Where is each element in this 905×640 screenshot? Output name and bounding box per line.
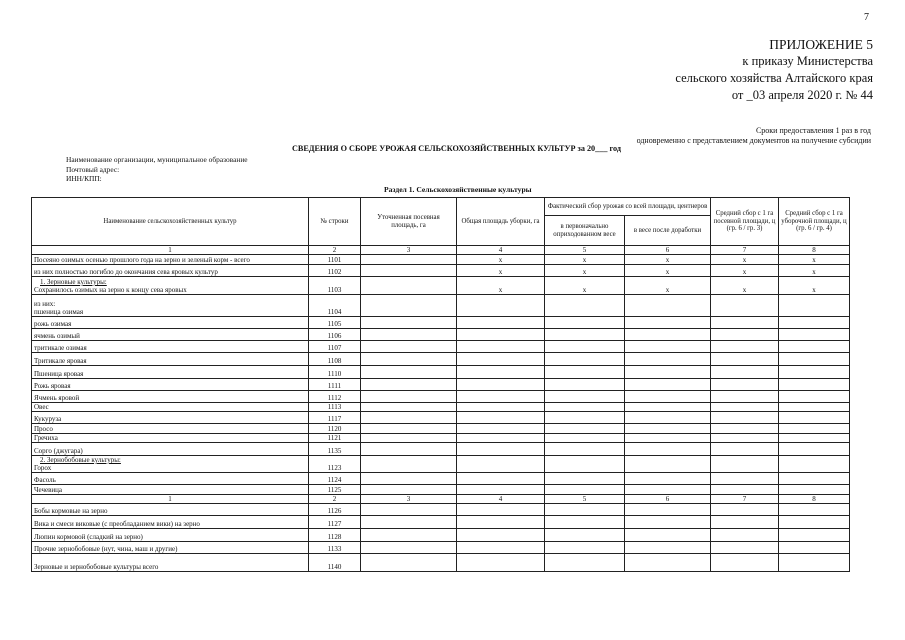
value-cell-c5[interactable] [545,403,625,412]
value-cell-c8[interactable] [779,473,850,485]
value-cell-c4[interactable] [457,456,545,473]
value-cell-c6[interactable]: x [625,277,711,295]
value-cell-c4[interactable] [457,485,545,495]
value-cell-c5[interactable] [545,317,625,329]
value-cell-c4[interactable] [457,366,545,379]
crop-name: Люпин кормовой (сладкий на зерно) [34,533,143,541]
value-cell-c3[interactable] [361,504,457,516]
row-code: 1113 [309,403,361,412]
value-cell-c6[interactable] [625,485,711,495]
row-code: 1124 [309,473,361,485]
value-cell-c4[interactable] [457,317,545,329]
value-cell-c7[interactable] [711,366,779,379]
value-cell-c5[interactable] [545,412,625,424]
value-cell-c3[interactable] [361,329,457,341]
value-cell-c8[interactable]: x [779,277,850,295]
value-cell-c3[interactable] [361,277,457,295]
table-row [32,277,850,295]
value-cell-c3[interactable] [361,412,457,424]
value-cell-c3[interactable] [361,529,457,542]
crop-name: ячмень озимый [34,332,80,340]
value-cell-c7[interactable]: x [711,255,779,265]
value-cell-c4[interactable]: x [457,255,545,265]
value-cell-c7[interactable] [711,434,779,443]
crop-name-cell [32,366,309,379]
value-cell-c7[interactable] [711,529,779,542]
value-cell-c3[interactable] [361,473,457,485]
value-cell-c8[interactable] [779,485,850,495]
crop-name-cell [32,485,309,495]
crop-name-cell [32,403,309,412]
value-cell-c3[interactable] [361,341,457,353]
header-after-processing: в весе после доработки [625,216,711,246]
column-number: 1 [32,246,309,255]
column-number: 7 [711,246,779,255]
value-cell-c6[interactable] [625,366,711,379]
value-cell-c7[interactable] [711,329,779,341]
row-code: 1111 [309,379,361,391]
row-code: 1127 [309,516,361,529]
header-actual-harvest: Фактический сбор урожая со всей площади, центнеров [545,198,711,216]
value-cell-c4[interactable] [457,341,545,353]
column-number: 7 [711,495,779,504]
value-cell-c7[interactable] [711,341,779,353]
table-row [32,424,850,434]
value-cell-c3[interactable] [361,554,457,572]
value-cell-c4[interactable] [457,542,545,554]
crop-name: Ячмень яровой [34,394,80,402]
value-cell-c7[interactable] [711,443,779,456]
row-code: 1117 [309,412,361,424]
crop-name-cell [32,391,309,403]
value-cell-c4[interactable] [457,473,545,485]
table-row [32,341,850,353]
row-code: 1125 [309,485,361,495]
value-cell-c3[interactable] [361,353,457,366]
crop-name: Фасоль [34,476,56,484]
column-numbers-row [32,246,850,255]
crop-name-cell [32,554,309,572]
value-cell-c6[interactable]: x [625,255,711,265]
row-code: 1121 [309,434,361,443]
appendix-header [675,36,873,104]
table-row [32,317,850,329]
value-cell-c3[interactable] [361,366,457,379]
value-cell-c6[interactable] [625,434,711,443]
column-number: 8 [779,246,850,255]
row-code: 1140 [309,554,361,572]
crop-name: Зерновые и зернобобовые культуры всего [34,563,159,571]
value-cell-c4[interactable] [457,554,545,572]
value-cell-c6[interactable] [625,473,711,485]
crop-name: Сорго (джугара) [34,447,83,455]
value-cell-c4[interactable]: x [457,277,545,295]
value-cell-c4[interactable] [457,353,545,366]
value-cell-c6[interactable] [625,329,711,341]
crop-name-cell [32,295,309,317]
value-cell-c8[interactable] [779,529,850,542]
row-code: 1102 [309,265,361,277]
value-cell-c8[interactable] [779,295,850,317]
value-cell-c6[interactable] [625,412,711,424]
value-cell-c8[interactable] [779,412,850,424]
row-code: 1135 [309,443,361,456]
row-code: 1103 [309,277,361,295]
crop-name: Прочие зернобобовые (нут, чина, маш и другие) [34,545,178,553]
crops-harvest-table [31,197,850,572]
column-number: 5 [545,246,625,255]
table-row [32,516,850,529]
row-code: 1128 [309,529,361,542]
crop-name: рожь озимая [34,320,72,328]
header-initial-weight: в первоначально оприходованном весе [545,216,625,246]
table-row [32,434,850,443]
value-cell-c4[interactable] [457,379,545,391]
value-cell-c6[interactable] [625,317,711,329]
crop-name-cell [32,443,309,456]
header-harvest-area: Общая площадь уборки, га [457,198,545,246]
column-number: 3 [361,495,457,504]
value-cell-c7[interactable] [711,317,779,329]
crop-name: Сохранилось озимых на зерно к концу сева яровых [34,286,187,294]
table-row [32,255,850,265]
value-cell-c7[interactable] [711,542,779,554]
value-cell-c5[interactable]: x [545,277,625,295]
value-cell-c5[interactable] [545,434,625,443]
page-number: 7 [864,12,869,23]
value-cell-c8[interactable] [779,329,850,341]
value-cell-c6[interactable] [625,403,711,412]
value-cell-c8[interactable] [779,366,850,379]
value-cell-c3[interactable] [361,542,457,554]
value-cell-c5[interactable] [545,353,625,366]
crop-name-cell [32,473,309,485]
value-cell-c8[interactable] [779,379,850,391]
value-cell-c6[interactable] [625,295,711,317]
value-cell-c8[interactable] [779,403,850,412]
value-cell-c7[interactable] [711,391,779,403]
crop-name-cell [32,529,309,542]
value-cell-c4[interactable] [457,295,545,317]
value-cell-c7[interactable] [711,379,779,391]
value-cell-c8[interactable] [779,391,850,403]
value-cell-c3[interactable] [361,516,457,529]
value-cell-c8[interactable] [779,516,850,529]
row-code: 1123 [309,456,361,473]
value-cell-c5[interactable] [545,424,625,434]
table-row [32,366,850,379]
value-cell-c6[interactable] [625,554,711,572]
value-cell-c4[interactable] [457,516,545,529]
value-cell-c7[interactable] [711,412,779,424]
value-cell-c5[interactable] [545,456,625,473]
table-row [32,529,850,542]
value-cell-c3[interactable] [361,443,457,456]
row-code: 1126 [309,504,361,516]
value-cell-c7[interactable]: x [711,265,779,277]
org-name-label: Наименование организации, муниципальное образование [66,155,248,164]
value-cell-c4[interactable] [457,504,545,516]
table-row [32,403,850,412]
crop-name: Гречиха [34,434,58,442]
table-row [32,504,850,516]
crop-name-cell [32,412,309,424]
value-cell-c8[interactable] [779,424,850,434]
org-info [66,155,248,184]
crop-name-cell [32,504,309,516]
value-cell-c4[interactable] [457,391,545,403]
crop-name: Рожь яровая [34,382,71,390]
value-cell-c6[interactable] [625,341,711,353]
column-number: 3 [361,246,457,255]
crop-name-cell [32,424,309,434]
row-code: 1120 [309,424,361,434]
value-cell-c8[interactable] [779,434,850,443]
crop-name: Бобы кормовые на зерно [34,507,108,515]
value-cell-c5[interactable] [545,329,625,341]
group-heading: 1. Зерновые культуры: [40,278,107,286]
crop-name-cell [32,516,309,529]
value-cell-c4[interactable] [457,329,545,341]
column-number: 5 [545,495,625,504]
column-number: 2 [309,246,361,255]
group-heading: из них: [34,300,56,308]
group-heading: 2. Зернобобовые культуры: [40,456,121,464]
value-cell-c8[interactable] [779,443,850,456]
value-cell-c5[interactable] [545,542,625,554]
value-cell-c3[interactable] [361,434,457,443]
value-cell-c5[interactable] [545,366,625,379]
value-cell-c6[interactable] [625,443,711,456]
value-cell-c4[interactable] [457,443,545,456]
deadline-note [637,126,871,146]
row-code: 1112 [309,391,361,403]
value-cell-c3[interactable] [361,456,457,473]
column-number: 2 [309,495,361,504]
deadline-line-2: одновременно с представлением документов на получение субсидии [636,136,871,145]
value-cell-c7[interactable] [711,485,779,495]
column-number: 4 [457,246,545,255]
value-cell-c5[interactable] [545,295,625,317]
deadline-line-1: Сроки предоставления 1 раз в год [755,126,871,135]
table-row [32,329,850,341]
value-cell-c7[interactable] [711,504,779,516]
crop-name-cell [32,277,309,295]
value-cell-c7[interactable] [711,456,779,473]
value-cell-c7[interactable] [711,353,779,366]
row-code: 1110 [309,366,361,379]
value-cell-c8[interactable] [779,317,850,329]
table-row [32,456,850,473]
table-row [32,485,850,495]
value-cell-c5[interactable] [545,554,625,572]
value-cell-c3[interactable] [361,295,457,317]
inn-kpp-label: ИНН/КПП: [66,174,102,184]
value-cell-c4[interactable] [457,403,545,412]
value-cell-c4[interactable] [457,529,545,542]
value-cell-c5[interactable]: x [545,255,625,265]
table-row [32,391,850,403]
value-cell-c6[interactable] [625,516,711,529]
value-cell-c7[interactable] [711,473,779,485]
value-cell-c8[interactable] [779,504,850,516]
appendix-line-date: от _03 апреля 2020 г. № 44 [731,88,873,102]
value-cell-c6[interactable]: x [625,265,711,277]
crop-name: пшеница озимая [34,308,84,316]
header-avg-sown: Средний сбор с 1 га посевной площади, ц (гр. 6 / гр. 3) [711,198,779,246]
row-code: 1107 [309,341,361,353]
appendix-title: ПРИЛОЖЕНИЕ 5 [769,37,873,52]
value-cell-c3[interactable] [361,424,457,434]
appendix-line-ministry: сельского хозяйства Алтайского края [675,71,873,85]
row-code: 1133 [309,542,361,554]
crop-name-cell [32,434,309,443]
crop-name: из них полностью погибло до окончания сева яровых культур [34,268,218,276]
crop-name-cell [32,317,309,329]
table-row [32,412,850,424]
crop-name: тритикале озимая [34,344,87,352]
crop-name-cell [32,255,309,265]
crop-name-cell [32,353,309,366]
row-code: 1106 [309,329,361,341]
value-cell-c5[interactable] [545,504,625,516]
crop-name: Вика и смеси виковые (с преобладанием вики) на зерно [34,520,200,528]
postal-address-label: Почтовый адрес: [66,164,120,174]
value-cell-c8[interactable]: x [779,265,850,277]
value-cell-c7[interactable] [711,554,779,572]
crop-name: Кукуруза [34,415,62,423]
value-cell-c6[interactable] [625,379,711,391]
value-cell-c5[interactable] [545,443,625,456]
value-cell-c6[interactable] [625,424,711,434]
value-cell-c5[interactable]: x [545,265,625,277]
table-row [32,443,850,456]
value-cell-c7[interactable] [711,403,779,412]
value-cell-c7[interactable] [711,295,779,317]
value-cell-c8[interactable] [779,456,850,473]
value-cell-c6[interactable] [625,504,711,516]
value-cell-c4[interactable] [457,434,545,443]
value-cell-c5[interactable] [545,473,625,485]
value-cell-c5[interactable] [545,391,625,403]
value-cell-c6[interactable] [625,529,711,542]
document-title: СВЕДЕНИЯ О СБОРЕ УРОЖАЯ СЕЛЬСКОХОЗЯЙСТВЕННЫХ КУЛЬТУР за 20___ год [292,144,621,153]
value-cell-c8[interactable] [779,341,850,353]
crop-name: Пшеница яровая [34,370,84,378]
header-avg-harvest: Средний сбор с 1 га уборочной площади, ц (гр. 6 / гр. 4) [779,198,850,246]
row-code: 1105 [309,317,361,329]
crop-name: Посеяно озимых осенью прошлого года на зерно и зеленый корм - всего [34,256,250,264]
crop-name-cell [32,329,309,341]
section-title: Раздел 1. Сельскохозяйственные культуры [384,185,532,194]
crop-name-cell [32,341,309,353]
table-row [32,353,850,366]
value-cell-c4[interactable] [457,424,545,434]
table-row [32,379,850,391]
table-row [32,295,850,317]
value-cell-c5[interactable] [545,516,625,529]
row-code: 1108 [309,353,361,366]
column-number: 6 [625,495,711,504]
row-code: 1101 [309,255,361,265]
crop-name-cell [32,265,309,277]
appendix-line-order: к приказу Министерства [742,54,873,68]
value-cell-c3[interactable] [361,317,457,329]
value-cell-c3[interactable] [361,391,457,403]
crop-name: Тритикале яровая [34,357,87,365]
crop-name: Просо [34,425,53,433]
value-cell-c4[interactable]: x [457,265,545,277]
value-cell-c8[interactable] [779,554,850,572]
column-number: 6 [625,246,711,255]
value-cell-c6[interactable] [625,391,711,403]
value-cell-c6[interactable] [625,542,711,554]
header-sown-area: Уточненная посевная площадь, га [361,198,457,246]
crop-name: Чечевица [34,486,63,494]
row-code: 1104 [309,295,361,317]
value-cell-c5[interactable] [545,341,625,353]
column-number: 1 [32,495,309,504]
column-numbers-row [32,495,850,504]
value-cell-c8[interactable]: x [779,255,850,265]
crop-name-cell [32,456,309,473]
value-cell-c3[interactable] [361,265,457,277]
table-row [32,265,850,277]
crop-name: Горох [34,464,52,472]
value-cell-c3[interactable] [361,403,457,412]
value-cell-c8[interactable] [779,353,850,366]
value-cell-c7[interactable] [711,516,779,529]
value-cell-c4[interactable] [457,412,545,424]
value-cell-c8[interactable] [779,542,850,554]
value-cell-c5[interactable] [545,485,625,495]
crop-name-cell [32,379,309,391]
header-crop-name: Наименование сельскохозяйственных культур [32,198,309,246]
crop-name: Овес [34,403,49,411]
value-cell-c5[interactable] [545,379,625,391]
value-cell-c5[interactable] [545,529,625,542]
table-row [32,542,850,554]
crop-name-cell [32,542,309,554]
value-cell-c3[interactable] [361,255,457,265]
column-number: 8 [779,495,850,504]
value-cell-c3[interactable] [361,485,457,495]
value-cell-c6[interactable] [625,353,711,366]
value-cell-c7[interactable]: x [711,277,779,295]
value-cell-c6[interactable] [625,456,711,473]
table-row [32,473,850,485]
column-number: 4 [457,495,545,504]
header-row-no: № строки [309,198,361,246]
value-cell-c3[interactable] [361,379,457,391]
value-cell-c7[interactable] [711,424,779,434]
table-row [32,554,850,572]
